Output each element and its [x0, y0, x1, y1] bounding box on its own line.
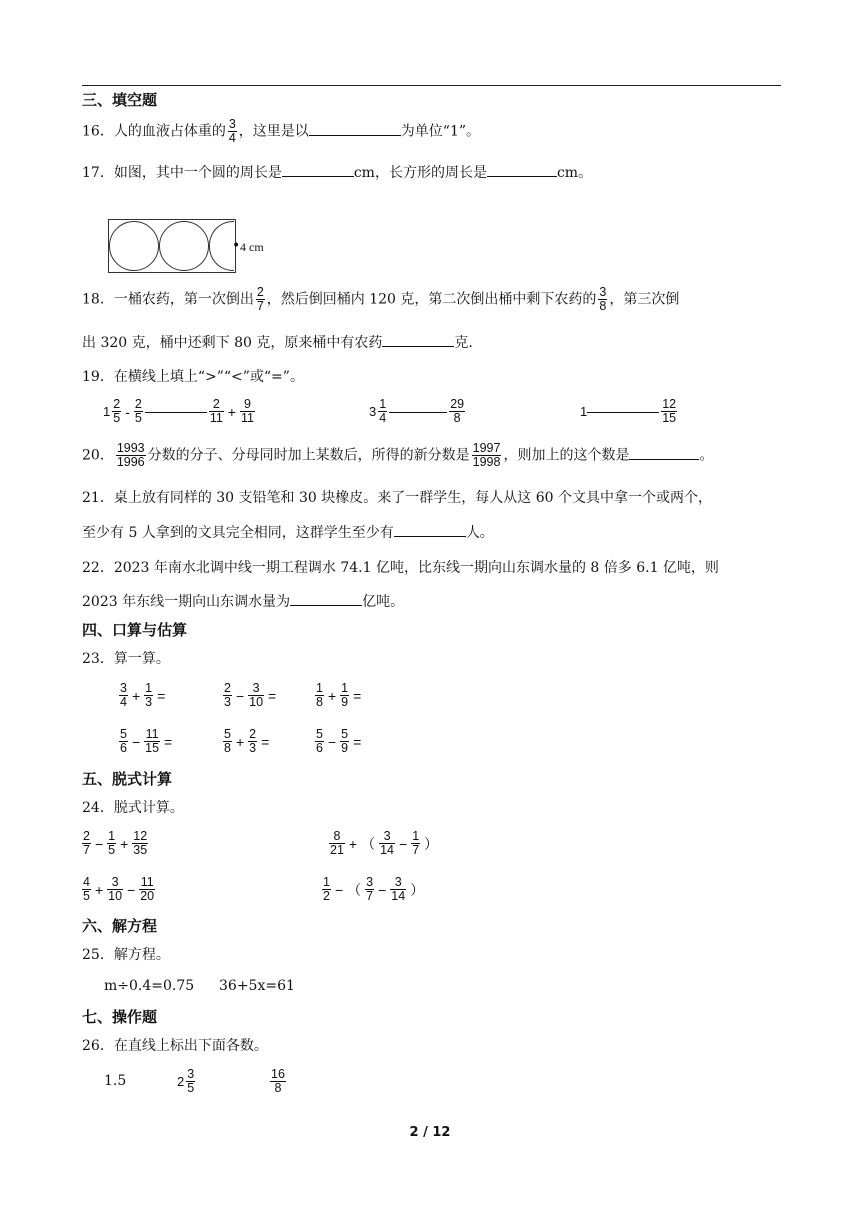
- answer-blank[interactable]: [382, 345, 454, 347]
- step-calc-expression-2: $\frac{8}{21}$ + （ $\frac{3}{14}$ − $\frac{1}{7}$ ）: [330, 829, 439, 858]
- number-3: $\frac{16}{8}$: [271, 1067, 285, 1096]
- number-2: 2 $\frac{3}{5}$: [177, 1067, 195, 1096]
- section-heading-fill-blank: 三、填空题: [82, 91, 158, 109]
- section-heading-equations: 六、解方程: [82, 917, 158, 935]
- calc-item: $\frac{2}{3}$ − $\frac{3}{10}$ =: [224, 681, 277, 710]
- question-16: 16．人的血液占体重的 $\frac{3}{4}$ ，这里是以 为单位“1”。: [82, 117, 481, 146]
- answer-blank[interactable]: [629, 458, 699, 460]
- answer-blank[interactable]: [487, 175, 557, 177]
- number-1: 1.5: [104, 1073, 127, 1089]
- question-22-line1: 22．2023 年南水北调中线一期工程调水 74.1 亿吨，比东线一期向山东调水量的 8 倍多 6.1 亿吨，则: [82, 560, 719, 576]
- fraction: $\frac{3}{8}$: [599, 285, 607, 314]
- calc-item: $\frac{1}{8}$ + $\frac{1}{9}$ =: [316, 681, 362, 710]
- answer-blank[interactable]: [282, 175, 354, 177]
- calc-item: $\frac{3}{4}$ + $\frac{1}{3}$ =: [120, 681, 166, 710]
- equation-1: m÷0.4=0.75: [104, 978, 195, 994]
- dimension-label: 4 cm: [240, 240, 264, 254]
- question-23: 23．算一算。: [82, 651, 170, 667]
- question-19: 19．在横线上填上“>”“<”或“=”。: [82, 369, 304, 385]
- question-25: 25．解方程。: [82, 947, 170, 963]
- page-number: 2 / 12: [409, 1125, 451, 1140]
- answer-blank[interactable]: [394, 535, 466, 537]
- compare-blank[interactable]: [389, 411, 447, 413]
- question-21-line1: 21．桌上放有同样的 30 支铅笔和 30 块橡皮。来了一群学生，每人从这 60 个文具中拿一个或两个，: [82, 490, 712, 506]
- circle: [109, 221, 159, 271]
- question-22-line2: 2023 年东线一期向山东调水量为 亿吨。: [82, 594, 405, 610]
- circle-partial: [209, 221, 234, 271]
- calc-item: $\frac{5}{6}$ − $\frac{5}{9}$ =: [316, 727, 362, 756]
- top-rule: [82, 85, 781, 86]
- question-17: 17．如图，其中一个圆的周长是 cm，长方形的周长是 cm。: [82, 165, 593, 181]
- compare-expression-2: 3 $\frac{1}{4}$ $\frac{29}{8}$: [369, 397, 465, 426]
- fraction: $\frac{2}{7}$: [256, 285, 264, 314]
- circle: [159, 221, 209, 271]
- question-24: 24．脱式计算。: [82, 800, 184, 816]
- compare-blank[interactable]: [145, 411, 207, 413]
- compare-expression-3: 1 $\frac{12}{15}$: [580, 397, 677, 426]
- section-heading-step-calc: 五、脱式计算: [82, 770, 173, 788]
- question-26: 26．在直线上标出下面各数。: [82, 1038, 268, 1054]
- calc-item: $\frac{5}{6}$ − $\frac{11}{15}$ =: [120, 727, 173, 756]
- compare-blank[interactable]: [587, 411, 659, 413]
- step-calc-expression-4: $\frac{1}{2}$ − （ $\frac{3}{7}$ − $\frac{3}{14}$ ）: [323, 875, 425, 904]
- dimension-dot: •: [232, 238, 241, 254]
- question-21-line2: 至少有 5 人拿到的文具完全相同，这群学生至少有 人。: [82, 525, 494, 541]
- fraction: $\frac{3}{4}$: [228, 117, 236, 146]
- step-calc-expression-3: $\frac{4}{5}$ + $\frac{3}{10}$ − $\frac{11}{20}$: [83, 875, 155, 904]
- compare-expression-1: 1 $\frac{2}{5}$ - $\frac{2}{5}$ $\frac{2}{11}$ + $\frac{9}{11}$: [103, 397, 254, 426]
- calc-item: $\frac{5}{8}$ + $\frac{2}{3}$ =: [224, 727, 270, 756]
- answer-blank[interactable]: [290, 604, 362, 606]
- question-18-line1: 18．一桶农药，第一次倒出 $\frac{2}{7}$ ，然后倒回桶内 120 克，第二次倒出桶中剩下农药的 $\frac{3}{8}$ ，第三次倒: [82, 285, 680, 314]
- equation-2: 36+5x=61: [219, 978, 295, 994]
- question-20: 20． $\frac{1993}{1996}$ 分数的分子、分母同时加上某数后，所得的新分数是 $\frac{1997}{1998}$ ，则加上的这个数是 。: [82, 441, 714, 470]
- answer-blank[interactable]: [309, 134, 401, 136]
- step-calc-expression-1: $\frac{2}{7}$ − $\frac{1}{5}$ + $\frac{12}{35}$: [83, 829, 148, 858]
- section-heading-operations: 七、操作题: [82, 1008, 158, 1026]
- question-18-line2: 出 320 克，桶中还剩下 80 克，原来桶中有农药 克.: [82, 335, 473, 351]
- section-heading-mental-math: 四、口算与估算: [82, 621, 188, 639]
- rectangle-circles-figure: [108, 219, 236, 273]
